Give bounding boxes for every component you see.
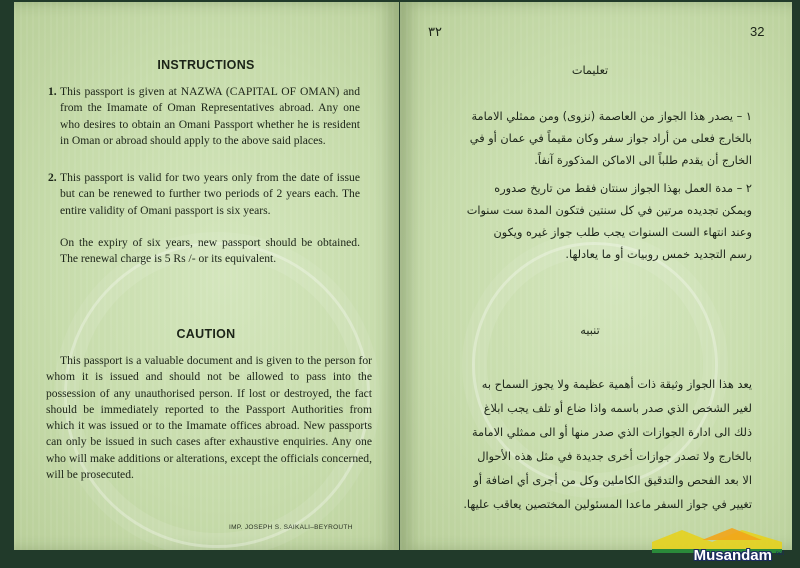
arabic-item-1-line: الخارج أن يقدم طلباً الى الاماكن المذكورة آنفاً. — [534, 154, 752, 167]
right-page — [400, 2, 792, 550]
arabic-item-2-line: ويمكن تجديده مرتين في كل سنتين فتكون المدة ست سنوات — [466, 204, 752, 217]
item-1-text: This passport is given at NAZWA (CAPITAL OF OMAN) and from the Imamate of Oman Representatives abroad. Any one who desires to obtain an Omani Passport whether he is resident in Oman or abroad should apply to the above said places. — [60, 85, 360, 147]
item-2-renewal-text: On the expiry of six years, new passport should be obtained. The renewal charge is 5 Rs /- or its equivalent. — [60, 236, 360, 266]
arabic-caution-line: ذلك الى ادارة الجوازات الذي صدر منها أو الى ممثلي الامامة — [471, 426, 752, 439]
arabic-caution-line: الا بعد الفحص والتدقيق الكاملين وكل من أجرى أي اضافة أو — [473, 474, 752, 487]
watermark-suffix: .net — [773, 551, 784, 557]
page-number: 32 — [750, 24, 765, 39]
caution-heading: CAUTION — [176, 327, 236, 341]
arabic-item-2-line: ٢ – مدة العمل بهذا الجواز سنتان فقط من تاريخ صدوره — [494, 182, 752, 195]
arabic-item-1-line: بالخارج فعلى من أراد جواز سفر وكان مقيماً في عمان أو في — [469, 132, 752, 145]
page-number-arabic: ٣٢ — [428, 24, 442, 39]
caution-text: This passport is a valuable document and is given to the person for whom it is issued and should not be allowed to pass into the possession of any unauthorised person. If lost or destroyed, the fact should be immediately reported to the Passport Authorities from which it was issued or to the Imamate offices abroad. New passports can only be issued in such cases after exhaustive enquiries. Any one who will make additions or alterations, except the officials concerned, will be prosecuted. — [46, 354, 372, 482]
item-1-number: 1. — [48, 85, 57, 98]
printer-imprint: IMP. JOSEPH S. SAIKALI–BEYROUTH — [229, 524, 353, 531]
watermark-text: Musandam — [693, 547, 772, 564]
item-2-text: This passport is valid for two years only from the date of issue but can be renewed to further two periods of 2 years each. The entire validity of Omani passport is six years. — [60, 171, 360, 217]
instructions-heading-arabic: تعليمات — [571, 64, 609, 77]
arabic-item-1-line: ١ – يصدر هذا الجواز من العاصمة (نزوى) ومن ممثلي الامامة — [471, 110, 752, 123]
caution-heading-arabic: تنبيه — [580, 324, 600, 337]
arabic-caution-line: لغير الشخص الذي صدر باسمه واذا ضاع أو تلف يجب ابلاغ — [483, 402, 752, 415]
instructions-heading: INSTRUCTIONS — [157, 58, 255, 72]
arabic-item-2-line: رسم التجديد خمس روبيات أو ما يعادلها. — [565, 248, 752, 261]
item-2-number: 2. — [48, 171, 57, 184]
arabic-caution-line: تغيير في جواز السفر ماعدا المسئولين المختصين يعاقب عليها. — [463, 498, 752, 511]
arabic-caution-line: يعد هذا الجواز وثيقة ذات أهمية عظيمة ولا يجوز السماح به — [481, 378, 752, 391]
arabic-item-2-line: وعند انتهاء الست السنوات يجب طلب جواز غيره ويكون — [493, 226, 752, 239]
arabic-caution-line: بالخارج ولا تصدر جوازات أخرى جديدة في مثل هذه الأحوال — [477, 450, 752, 463]
left-page — [14, 2, 399, 550]
